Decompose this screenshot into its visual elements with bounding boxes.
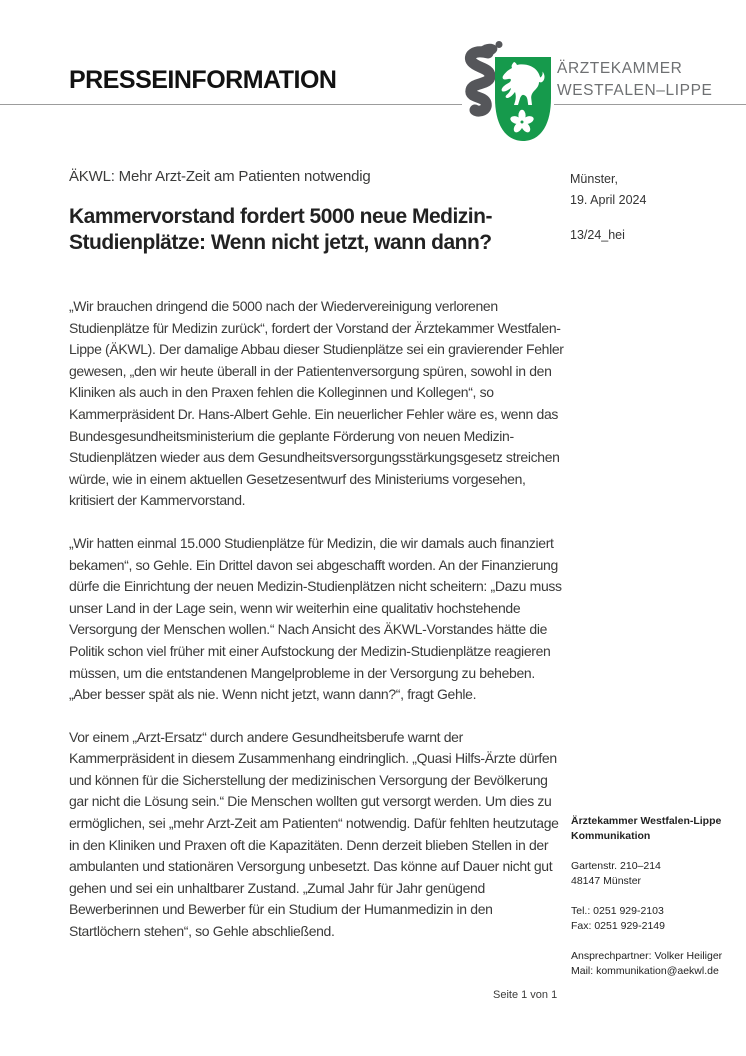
dateline-date: 19. April 2024 xyxy=(570,192,647,207)
article-headline: Kammervorstand fordert 5000 neue Medizin-Studienplätze: Wenn nicht jetzt, wann dann? xyxy=(69,205,492,254)
contact-tel: Tel.: 0251 929-2103 xyxy=(571,905,664,917)
dateline-place: Münster, xyxy=(570,172,618,186)
aekwl-logo xyxy=(462,40,554,146)
org-name-line2: WESTFALEN–LIPPE xyxy=(557,82,713,99)
org-name-line1: ÄRZTEKAMMER xyxy=(557,60,683,77)
contact-city: 48147 Münster xyxy=(571,875,642,887)
article-body xyxy=(69,296,566,964)
contact-org-line2: Kommunikation xyxy=(571,830,651,842)
contact-org-line1: Ärztekammer Westfalen-Lippe xyxy=(571,815,722,827)
article-paragraph: Vor einem „Arzt-Ersatz“ durch andere Gesundheitsberufe warnt der Kammerpräsident in diesem Zusammenhang eindringlich. „Quasi Hilfs-Ärzte dürfen und können für die Sicherstellung der medizinischen Versorgung der Bevölkerung gar nicht die Lösung sein.“ Die Menschen wollten gut versorgt werden. Um dies zu ermöglichen, sei „mehr Arzt-Zeit am Patienten“ notwendig. Dafür fehlten heutzutage in den Kliniken und Praxen oft die Kapazitäten. Denn derzeit blieben Stellen in der ambulanten und stationären Versorgung unbesetzt. Das könne auf Dauer nicht gut gehen und sei ein unhaltbarer Zustand. „Zumal Jahr für Jahr genügend Bewerberinnen und Bewerber für ein Studium der Humanmedizin in den Startlöchern stehen“, so Gehle abschließend. xyxy=(69,728,559,940)
contact-org xyxy=(571,814,739,844)
reference-number: 13/24_hei xyxy=(570,228,625,242)
contact-street: Gartenstr. 210–214 xyxy=(571,860,661,872)
contact-person-group xyxy=(571,949,739,979)
doc-type-title: PRESSEINFORMATION xyxy=(69,66,337,94)
contact-phone xyxy=(571,904,739,934)
contact-address xyxy=(571,859,739,889)
contact-info xyxy=(571,814,739,994)
page-number: Seite 1 von 1 xyxy=(493,989,558,1001)
header-divider xyxy=(0,104,746,105)
subject-line: ÄKWL: Mehr Arzt-Zeit am Patienten notwendig xyxy=(69,168,371,185)
article-paragraph: „Wir brauchen dringend die 5000 nach der Wiedervereinigung verlorenen Studienplätze für Medizin zurück“, fordert der Vorstand der Ärztekammer Westfalen-Lippe (ÄKWL). Der damalige Abbau dieser Studienplätze sei ein gravierender Fehler gewesen, „den wir heute überall in der Patientenversorgung spüren, sowohl in den Kliniken als auch in den Praxen fehlen die Kolleginnen und Kollegen“, so Kammerpräsident Dr. Hans-Albert Gehle. Ein neuerlicher Fehler wäre es, wenn das Bundesgesundheitsministerium die geplante Förderung von neuen Medizin-Studienplätzen wieder aus dem Gesundheitsversorgungsstärkungsgesetz streichen würde, wie in einem aktuellen Gesetzesentwurf des Ministeriums vorgesehen, kritisiert der Kammervorstand. xyxy=(69,298,564,509)
contact-fax: Fax: 0251 929-2149 xyxy=(571,920,665,932)
org-name xyxy=(557,58,712,102)
contact-mail: Mail: kommunikation@aekwl.de xyxy=(571,965,719,977)
contact-person: Ansprechpartner: Volker Heiliger xyxy=(571,950,723,962)
aekwl-logo-graphic xyxy=(462,40,554,146)
article-paragraph: „Wir hatten einmal 15.000 Studienplätze für Medizin, die wir damals auch finanziert bekamen“, so Gehle. Ein Drittel davon sei abgeschafft worden. An der Finanzierung dürfe die Einrichtung der neuen Medizin-Studienplätzen nicht scheitern: „Dazu muss unser Land in der Lage sein, wenn wir weiterhin eine qualitativ hochstehende Versorgung der Menschen wollen.“ Nach Ansicht des ÄKWL-Vorstandes hätte die Politik schon viel früher mit einer Aufstockung der Medizin-Studienplätze reagieren müssen, um die entstandenen Mangelprobleme in der Versorgung zu beheben. „Aber besser spät als nie. Wenn nicht jetzt, wann dann?“, fragt Gehle. xyxy=(69,534,562,703)
dateline xyxy=(570,169,646,210)
